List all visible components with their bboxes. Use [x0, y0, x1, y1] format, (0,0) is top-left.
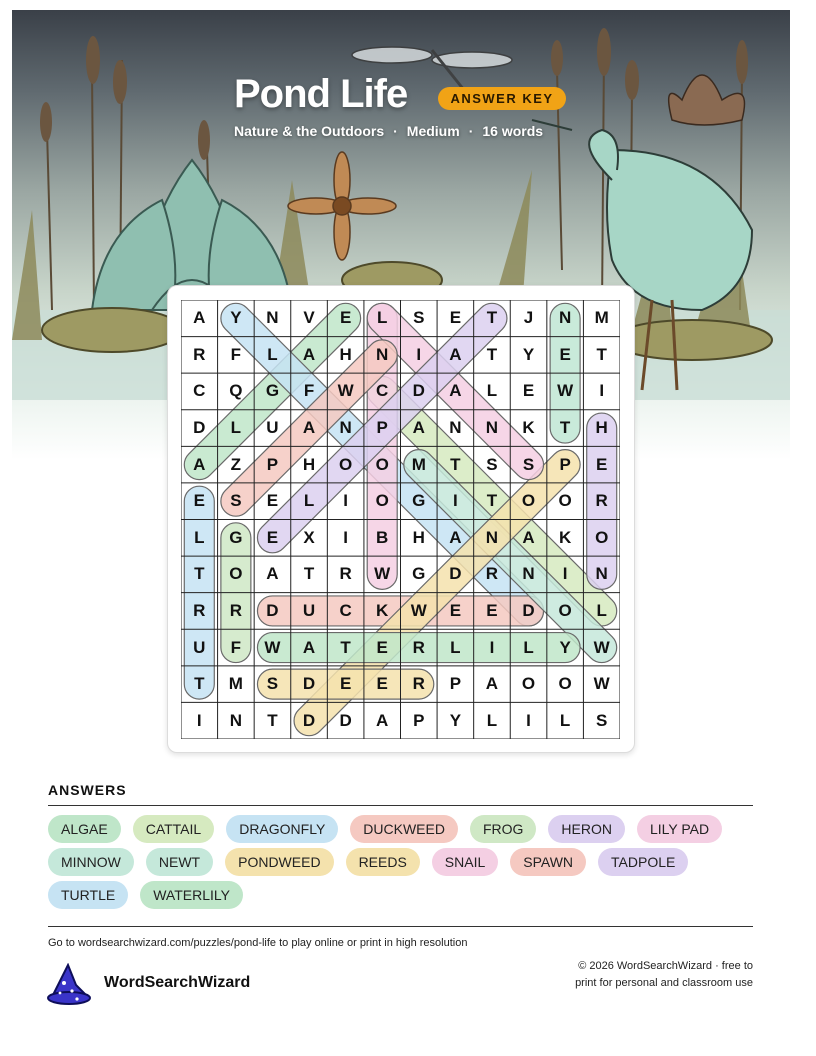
- grid-cell: L: [303, 491, 315, 511]
- grid-cell: D: [522, 600, 535, 620]
- grid-cell: Y: [449, 710, 462, 730]
- answer-chip: HERON: [548, 815, 625, 843]
- grid-cell: Q: [229, 381, 243, 401]
- grid-cell: N: [558, 308, 572, 328]
- grid-cell: R: [412, 674, 425, 694]
- grid-cell: B: [376, 527, 389, 547]
- grid-cell: E: [596, 454, 608, 474]
- grid-cell: E: [486, 600, 498, 620]
- grid-cell: S: [413, 308, 425, 328]
- grid-cell: L: [377, 308, 388, 328]
- grid-cell: L: [596, 600, 607, 620]
- grid-cell: Y: [230, 308, 242, 328]
- grid-cell: R: [595, 491, 608, 511]
- grid-cell: R: [339, 564, 352, 584]
- grid-cell: O: [521, 674, 536, 694]
- grid-cell: L: [559, 710, 571, 730]
- grid-cell: E: [522, 381, 535, 401]
- grid-cell: C: [339, 600, 352, 620]
- grid-cell: I: [343, 527, 348, 547]
- separator-dot: ·: [468, 123, 474, 139]
- grid-cell: M: [228, 674, 243, 694]
- grid-cell: E: [449, 600, 462, 620]
- grid-cell: H: [302, 454, 316, 474]
- grid-cell: T: [486, 491, 498, 511]
- grid-cell: R: [229, 600, 242, 620]
- answer-chip: TADPOLE: [598, 848, 688, 876]
- brand-name: WordSearchWizard: [104, 974, 251, 991]
- answer-chip: FROG: [470, 815, 536, 843]
- grid-cell: A: [302, 637, 316, 657]
- grid-cell: N: [339, 418, 352, 438]
- grid-cell: T: [486, 308, 498, 328]
- grid-cell: E: [376, 637, 388, 657]
- grid-cell: A: [266, 564, 279, 584]
- grid-cell: A: [193, 308, 206, 328]
- grid-cell: A: [302, 418, 316, 438]
- grid-cell: F: [230, 344, 242, 364]
- grid-cell: T: [303, 564, 315, 584]
- grid-cell: S: [230, 491, 242, 511]
- grid-cell: R: [412, 637, 425, 657]
- grid-cell: K: [558, 527, 572, 547]
- grid-cell: D: [302, 674, 316, 694]
- grid-cell: E: [559, 344, 571, 364]
- grid-cell: L: [486, 381, 498, 401]
- grid-cell: T: [194, 564, 205, 584]
- grid-cell: S: [266, 674, 279, 694]
- grid-cell: U: [302, 600, 316, 620]
- grid-cell: N: [595, 564, 608, 584]
- grid-cell: O: [558, 600, 572, 620]
- grid-cell: H: [595, 418, 608, 438]
- grid-cell: E: [339, 674, 352, 694]
- grid-cell: D: [412, 381, 425, 401]
- grid-cell: R: [485, 564, 499, 584]
- grid-cell: W: [593, 674, 610, 694]
- grid-cell: I: [196, 710, 202, 730]
- grid-cell: L: [486, 710, 498, 730]
- difficulty-label: Medium: [406, 123, 460, 139]
- answer-chip: SNAIL: [432, 848, 498, 876]
- grid-cell: L: [523, 637, 534, 657]
- grid-cell: O: [595, 527, 609, 547]
- grid-cell: H: [339, 344, 352, 364]
- answer-chip: REEDS: [346, 848, 420, 876]
- grid-cell: G: [229, 527, 243, 547]
- grid-cell: D: [449, 564, 462, 584]
- grid-cell: E: [376, 674, 388, 694]
- grid-cell: O: [375, 454, 389, 474]
- grid-cell: R: [193, 344, 206, 364]
- grid-cell: Z: [230, 454, 242, 474]
- grid-cell: I: [343, 491, 348, 511]
- puzzle-subtitle: [234, 123, 543, 139]
- grid-cell: S: [486, 454, 498, 474]
- grid-cell: E: [193, 491, 205, 511]
- grid-cell: X: [303, 527, 315, 547]
- grid-cell: I: [526, 710, 531, 730]
- answer-chip: PONDWEED: [225, 848, 333, 876]
- grid-cell: V: [303, 308, 315, 328]
- grid-cell: H: [412, 527, 425, 547]
- grid-cell: A: [449, 344, 462, 364]
- answer-chip: NEWT: [146, 848, 213, 876]
- page-title: Pond Life: [234, 72, 408, 116]
- grid-cell: L: [230, 418, 242, 438]
- grid-cell: A: [449, 381, 462, 401]
- grid-cell: A: [522, 527, 535, 547]
- answer-chip: WATERLILY: [140, 881, 243, 909]
- grid-cell: F: [303, 381, 315, 401]
- answer-chip: DRAGONFLY: [226, 815, 338, 843]
- separator-dot: ·: [393, 123, 398, 139]
- divider: [48, 805, 753, 806]
- answer-chip: ALGAE: [48, 815, 121, 843]
- answer-chip: MINNOW: [48, 848, 134, 876]
- grid-cell: W: [374, 564, 391, 584]
- grid-cell: O: [339, 454, 353, 474]
- grid-cell: S: [596, 710, 608, 730]
- grid-cell: P: [449, 674, 462, 694]
- grid-cell: L: [450, 637, 461, 657]
- grid-cell: W: [264, 637, 281, 657]
- answer-chip-list: [48, 815, 758, 909]
- grid-cell: I: [599, 381, 605, 401]
- grid-cell: A: [193, 454, 206, 474]
- grid-cell: C: [193, 381, 206, 401]
- grid-cell: I: [562, 564, 568, 584]
- grid-cell: F: [230, 637, 242, 657]
- grid-cell: Y: [559, 637, 571, 657]
- grid-cell: J: [523, 308, 534, 328]
- word-count-label: 16 words: [482, 123, 544, 139]
- grid-cell: N: [266, 308, 279, 328]
- grid-cell: P: [413, 710, 425, 730]
- grid-cell: I: [453, 491, 458, 511]
- grid-cell: W: [410, 600, 427, 620]
- grid-cell: T: [340, 637, 351, 657]
- grid-cell: S: [522, 454, 535, 474]
- grid-cell: R: [193, 600, 206, 620]
- grid-cell: T: [194, 674, 205, 694]
- footer-url-text: Go to wordsearchwizard.com/puzzles/pond-life to play online or print in high resolution: [48, 937, 468, 949]
- answer-chip: CATTAIL: [133, 815, 215, 843]
- grid-cell: D: [339, 710, 352, 730]
- grid-cell: O: [558, 491, 572, 511]
- grid-cell: L: [194, 527, 205, 547]
- letter-grid: [181, 300, 620, 739]
- grid-cell: O: [521, 491, 536, 511]
- grid-cell: M: [594, 308, 609, 328]
- wizard-hat-icon: [46, 963, 92, 1005]
- grid-cell: E: [449, 308, 462, 328]
- grid-cell: U: [266, 418, 279, 438]
- answer-chip: TURTLE: [48, 881, 128, 909]
- grid-cell: K: [376, 600, 389, 620]
- grid-cell: A: [376, 710, 389, 730]
- grid-cell: G: [265, 381, 280, 401]
- grid-cell: G: [412, 491, 426, 511]
- grid-cell: O: [375, 491, 389, 511]
- answers-heading: ANSWERS: [48, 782, 127, 798]
- grid-cell: O: [229, 564, 243, 584]
- grid-cell: N: [522, 564, 535, 584]
- answer-chip: SPAWN: [510, 848, 586, 876]
- grid-cell: T: [450, 454, 461, 474]
- grid-cell: N: [376, 344, 389, 364]
- answer-chip: LILY PAD: [637, 815, 722, 843]
- grid-cell: A: [412, 418, 425, 438]
- grid-cell: K: [522, 418, 535, 438]
- grid-cell: Y: [522, 344, 535, 364]
- grid-cell: D: [266, 600, 279, 620]
- grid-cell: C: [376, 381, 389, 401]
- grid-cell: U: [193, 637, 206, 657]
- grid-cell: I: [416, 344, 422, 364]
- answer-chip: DUCKWEED: [350, 815, 458, 843]
- grid-cell: W: [557, 381, 574, 401]
- grid-cell: A: [302, 344, 316, 364]
- grid-cell: E: [266, 527, 279, 547]
- grid-cell: P: [266, 454, 279, 474]
- grid-cell: O: [558, 674, 572, 694]
- grid-cell: D: [302, 710, 316, 730]
- answer-key-badge: ANSWER KEY: [438, 87, 566, 110]
- divider: [48, 926, 753, 927]
- grid-cell: N: [449, 418, 462, 438]
- grid-cell: G: [412, 564, 426, 584]
- copyright-text: © 2026 WordSearchWizard · free to print for personal and classroom use: [575, 960, 753, 989]
- grid-cell: M: [411, 454, 426, 474]
- grid-cell: T: [486, 344, 498, 364]
- grid-cell: L: [267, 344, 278, 364]
- grid-cell: D: [193, 418, 206, 438]
- grid-cell: A: [449, 527, 462, 547]
- grid-cell: E: [339, 308, 352, 328]
- grid-cell: A: [485, 674, 499, 694]
- grid-cell: W: [337, 381, 354, 401]
- grid-cell: N: [485, 418, 499, 438]
- grid-cell: T: [267, 710, 278, 730]
- grid-cell: I: [489, 637, 495, 657]
- grid-cell: N: [229, 710, 242, 730]
- grid-cell: P: [376, 418, 388, 438]
- grid-cell: E: [266, 491, 279, 511]
- grid-cell: P: [559, 454, 571, 474]
- category-label: Nature & the Outdoors: [234, 123, 385, 139]
- grid-cell: W: [593, 637, 610, 657]
- grid-cell: N: [485, 527, 499, 547]
- grid-cell: T: [559, 418, 571, 438]
- grid-cell: T: [596, 344, 607, 364]
